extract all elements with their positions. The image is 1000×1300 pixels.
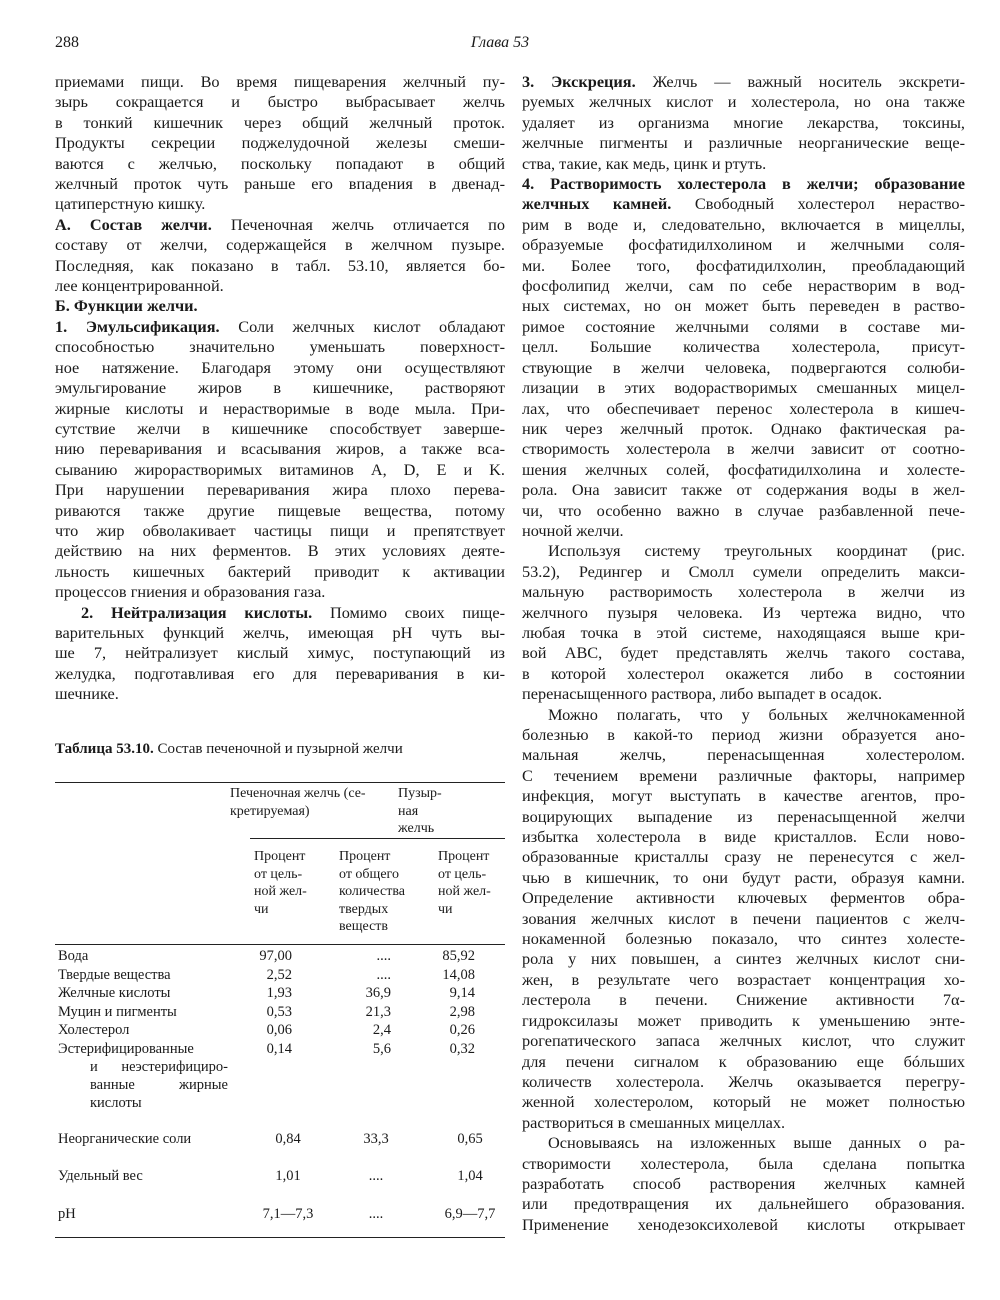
text-line (55, 72, 505, 92)
text-line (522, 541, 965, 561)
text-line (55, 419, 505, 439)
text-line (55, 133, 505, 153)
text-line (522, 868, 965, 888)
text-line (522, 439, 965, 459)
line-text: Соли желчных кислот обладают (219, 316, 506, 336)
line-text: что жир обволакивает частицы пищи и препятствует (55, 520, 505, 540)
table-caption (55, 740, 403, 758)
text-line (522, 990, 965, 1010)
row-label (58, 947, 228, 965)
text-line (55, 235, 505, 255)
line-text: образованные кристаллы сразу не перенесутся с жел- (522, 847, 965, 867)
text-line (55, 194, 505, 214)
line-text: ства, такие, как медь, цинк и ртуть. (522, 153, 767, 173)
text-line (522, 643, 965, 663)
table-cell: 36,9 (365, 985, 391, 1001)
row-label-line: и неэстерифициро- (90, 1058, 228, 1075)
paragraph (522, 541, 965, 704)
row-label-line: Неорганические соли (58, 1131, 192, 1147)
line-text: рола. Она зависит также от содержания воды в жел- (522, 480, 965, 500)
line-text: образуемые фосфатидилхолином и желчными соля- (522, 235, 965, 255)
text-line (522, 1052, 965, 1072)
text-line (522, 664, 965, 684)
line-text: лестерола в печени. Снижение активности 7α- (522, 990, 965, 1010)
text-line (55, 643, 505, 663)
text-line (55, 337, 505, 357)
paragraph (55, 317, 505, 603)
row-label (58, 1003, 228, 1021)
line-text: цатиперстную кишку. (55, 194, 206, 214)
text-line (522, 501, 965, 521)
line-text: чи, что особенно важно в случае разбавленной пече- (522, 500, 965, 520)
subheader-gallbladder-whole: Процент от цель- ной жел- чи (438, 849, 491, 917)
table-cell: 7,1—7,3 (262, 1206, 314, 1222)
paragraph-heading: 2. Нейтрализация кислоты. (81, 602, 313, 622)
line-text: рогепатического запаса желчных кислот, что служит (522, 1031, 965, 1051)
line-text: желчные пигменты и различные неорганические веще- (522, 133, 965, 153)
text-line (522, 174, 965, 194)
line-text: Определение активности ключевых ферментов обра- (522, 888, 965, 908)
line-text: С течением времени различные факторы, например (522, 765, 965, 785)
text-line (522, 1031, 965, 1051)
line-text: рим в воде и, следовательно, включается в мицеллы, (522, 214, 965, 234)
line-text: нию переваривания и всасывания жиров, а также вса- (55, 439, 505, 459)
row-label-line: Удельный вес (58, 1168, 143, 1184)
line-text: римое состояние желчными солями в составе ми- (522, 316, 965, 336)
text-line (55, 480, 505, 500)
row-label (58, 1040, 228, 1113)
line-text: Используя систему треугольных координат (рис. (548, 541, 965, 561)
text-line (522, 827, 965, 847)
header-group-rule (250, 838, 505, 839)
text-line (522, 807, 965, 827)
text-line (522, 847, 965, 867)
line-text: болезнью в какой-то период жизни образуется ано- (522, 725, 965, 744)
line-text: При нарушении переваривания жира плохо перева- (55, 480, 505, 500)
line-text: инфекция, могут выступать в качестве агентов, про- (522, 786, 965, 806)
table-cell: 1,93 (266, 985, 292, 1001)
paragraph (522, 1133, 965, 1235)
line-text: створимость холестерола в желчи зависит от соотно- (522, 439, 965, 459)
row-label-line: pH (58, 1206, 76, 1222)
text-line (522, 970, 965, 990)
table-caption-text: Состав печеночной и пузырной желчи (153, 741, 403, 757)
table-cell: 0,65 (457, 1131, 483, 1147)
line-text: руемых желчных кислот и холестерола, но она также (522, 92, 965, 112)
text-line (55, 582, 505, 602)
text-line (522, 623, 965, 643)
text-line (522, 521, 965, 541)
text-line (522, 317, 965, 337)
line-text: Можно полагать, что у больных желчнокаменной (548, 704, 965, 724)
header-gallbladder-bile: Пузыр- ная желчь (398, 786, 442, 836)
table-cell: 2,4 (372, 1022, 391, 1038)
text-line (522, 215, 965, 235)
line-text: мальную растворимость холестерола в желчи из (522, 582, 965, 602)
row-label (58, 1167, 228, 1185)
chapter-title: Глава 53 (470, 34, 530, 51)
text-line (522, 337, 965, 357)
row-label-line: ванные жирные (90, 1077, 228, 1094)
line-text: перенасыщенного раствора, либо выпадет в осадок. (522, 684, 883, 704)
table-cell: 33,3 (363, 1131, 389, 1147)
text-line (522, 113, 965, 133)
table-cell: 1,01 (275, 1168, 301, 1184)
line-text: рола у них повышен, а синтез желчных кислот сни- (522, 949, 965, 969)
text-line (522, 909, 965, 929)
subheader-hepatic-solids: Процент от общего количества твердых веществ (339, 849, 405, 934)
line-text: желудка, подготавливая его для переваривания в ки- (55, 663, 505, 683)
row-label (58, 1130, 228, 1148)
line-text: Печеночная желчь отличается по (211, 214, 505, 234)
text-line (522, 745, 965, 765)
line-text: процессов гниения и образования газа. (55, 582, 326, 602)
text-line (522, 1154, 965, 1174)
line-text: лее концентрированной. (55, 276, 224, 296)
line-text: приемами пищи. Во время пищеварения желчный пу- (55, 72, 505, 91)
row-label (58, 966, 228, 984)
text-line (522, 888, 965, 908)
line-text: зырь сокращается и быстро выбрасывает желчь (55, 92, 505, 112)
table-cell: 0,84 (275, 1131, 301, 1147)
paragraph (522, 72, 965, 174)
text-line (522, 194, 965, 214)
text-line (522, 582, 965, 602)
text-line (522, 1072, 965, 1092)
text-line (55, 358, 505, 378)
paragraph (55, 296, 505, 316)
row-label (58, 1205, 228, 1223)
page-number: 288 (55, 34, 79, 51)
line-text: разработать способ растворения желчных камней (522, 1173, 965, 1193)
paragraph-heading-cont: желчных камней. (522, 194, 672, 214)
line-text: воцирующих выпадение из перенасыщенной желчи (522, 806, 965, 826)
text-line (55, 256, 505, 276)
line-text: для печени сигналом к образованию еще бóльших (522, 1051, 965, 1071)
line-text: ше 7, нейтрализует кислый химус, поступающий из (55, 643, 505, 663)
line-text: целл. Большие количества холестерола, присут- (522, 337, 965, 357)
table-cell: 21,3 (365, 1003, 391, 1020)
line-text: или предотвращения их дальнейшего образования. (522, 1194, 965, 1214)
header-bottom-rule (55, 944, 505, 945)
row-label (58, 1021, 228, 1039)
paragraph (55, 215, 505, 297)
paragraph-heading: Б. Функции желчи. (55, 296, 198, 316)
line-text: шечнике. (55, 684, 119, 704)
table-cell: 0,53 (266, 1003, 292, 1020)
text-line (55, 378, 505, 398)
table-top-rule (55, 782, 505, 783)
line-text: нокаменной болезнью показало, что синтез холесте- (522, 929, 965, 949)
line-text: в тонкий кишечник через общий желчный проток. (55, 112, 505, 132)
paragraph (522, 174, 965, 541)
line-text: женной холестеролом, который не может полностью (522, 1092, 965, 1112)
line-text: жен, в результате чего возрастает концентрация хо- (522, 969, 965, 989)
paragraph (55, 72, 505, 215)
text-line (55, 296, 505, 316)
text-line (55, 439, 505, 459)
table-cell: .... (376, 948, 391, 964)
text-line (522, 929, 965, 949)
table-cell: 2,98 (449, 1003, 475, 1020)
text-line (55, 684, 505, 704)
line-text: мальная желчь, перенасыщенная холестеролом. (522, 745, 965, 765)
line-text: ваются с желчью, поскольку попадают в общий (55, 153, 505, 173)
line-text: шения желчных солей, фосфатидилхолина и холесте- (522, 459, 965, 479)
text-line (522, 1113, 965, 1133)
line-text: лах, что обеспечивает перенос холестерола в кишеч- (522, 398, 965, 418)
text-line (522, 705, 965, 725)
line-text: действию на них ферментов. В этих условиях деяте- (55, 541, 505, 561)
line-text: сыванию жирорастворимых витаминов A, D, E и K. (55, 459, 505, 479)
line-text: ми. Более того, фосфатидилхолин, преобладающий (522, 255, 965, 275)
table-caption-number: Таблица 53.10. (55, 741, 154, 757)
table-cell: 0,14 (266, 1040, 292, 1057)
text-line (55, 92, 505, 112)
table-bottom-rule (55, 1237, 505, 1238)
line-text: зования желчных кислот в печени пациентов с желч- (522, 908, 965, 928)
line-text: вой ABC, будет представлять желчь такого состава, (522, 643, 965, 663)
line-text: Желчь — важный носитель экскрети- (635, 72, 965, 91)
text-line (522, 1133, 965, 1153)
text-line (55, 154, 505, 174)
table-cell: 1,04 (457, 1168, 483, 1184)
text-line (55, 215, 505, 235)
line-text: избытка холестерола в виде кристаллов. Если ново- (522, 827, 965, 847)
text-line (522, 378, 965, 398)
table-cell: .... (368, 1206, 384, 1222)
line-text: Последняя, как показано в табл. 53.10, является бо- (55, 255, 505, 275)
text-line (55, 501, 505, 521)
text-line (522, 1174, 965, 1194)
text-line (522, 154, 965, 174)
table-cell: .... (376, 966, 391, 983)
line-text: Помимо своих пище- (312, 602, 505, 622)
line-text: эмульгирование жиров в кишечнике, растворяют (55, 378, 505, 398)
line-text: варительных функций желчь, имеющая pH чуть вы- (55, 622, 505, 642)
line-text: ночной желчи. (522, 520, 624, 540)
text-line (522, 1194, 965, 1214)
text-line (55, 541, 505, 561)
text-line (522, 603, 965, 623)
text-line (55, 113, 505, 133)
line-text: удаляет из организма многие лекарства, токсины, (522, 112, 965, 132)
paragraph-heading: А. Состав желчи. (55, 214, 212, 234)
line-text: 53.2), Редингер и Смолл сумели определить макси- (522, 561, 965, 581)
line-text: створимости холестерола, была сделана попытка (522, 1153, 965, 1173)
text-line (522, 562, 965, 582)
row-label-line: Вода (58, 948, 89, 964)
line-text: Основываясь на изложенных выше данных о ра- (548, 1133, 965, 1153)
table-cell: 14,08 (442, 966, 475, 983)
table-cell: 0,32 (449, 1040, 475, 1057)
line-text: лизации в этих водорастворимых смешанных мицел- (522, 378, 965, 398)
right-column (522, 72, 965, 1235)
line-text: раствориться в смешанных мицеллах. (522, 1112, 786, 1132)
line-text: составу от желчи, содержащейся в желчном пузыре. (55, 235, 505, 255)
text-line (522, 92, 965, 112)
text-line (522, 949, 965, 969)
text-line (55, 460, 505, 480)
line-text: ное натяжение. Благодаря этому они осуществляют (55, 357, 505, 377)
text-line (522, 460, 965, 480)
text-line (55, 603, 505, 623)
text-line (522, 1011, 965, 1031)
line-text: сутствие желчи в кишечнике способствует заверше- (55, 418, 505, 438)
text-line (522, 296, 965, 316)
text-line (55, 623, 505, 643)
row-label-line: Холестерол (58, 1022, 130, 1038)
paragraph-heading: 3. Экскреция. (522, 72, 636, 91)
text-line (522, 399, 965, 419)
text-line (522, 725, 965, 745)
line-text: ствующие в желчи человека, подвергаются солюби- (522, 357, 965, 377)
text-line (522, 684, 965, 704)
line-text: любая точка в этой системе, находящаяся выше кри- (522, 622, 965, 642)
table-cell: .... (368, 1168, 384, 1184)
text-line (522, 235, 965, 255)
table-cell: 9,14 (449, 985, 475, 1001)
line-text: льность кишечных бактерий приводит к активации (55, 561, 505, 581)
text-line (522, 256, 965, 276)
table-cell: 0,26 (449, 1022, 475, 1038)
table-cell: 0,06 (266, 1022, 292, 1038)
line-text: риваются также другие пищевые вещества, потому (55, 500, 505, 520)
line-text: Продукты секреции поджелудочной железы смеши- (55, 133, 505, 153)
line-text: Свободный холестерол нераство- (671, 194, 965, 214)
row-label-line: Твердые вещества (58, 966, 171, 983)
line-text: желчного пузыря человека. Из чертежа видно, что (522, 602, 965, 622)
text-line (522, 786, 965, 806)
text-line (522, 766, 965, 786)
text-line (522, 1215, 965, 1235)
line-text: гидроксилазы может приводить к уменьшению энте- (522, 1010, 965, 1030)
text-line (55, 174, 505, 194)
line-text: ных системах, но он может быть переведен в раство- (522, 296, 965, 316)
paragraph-heading: 4. Растворимость холестерола в желчи; образование (522, 174, 965, 194)
text-line (522, 358, 965, 378)
text-line (55, 399, 505, 419)
line-text: жирные кислоты и нерастворимые в воде мыла. При- (55, 398, 505, 418)
row-label-line: Желчные кислоты (58, 985, 171, 1001)
line-text: количеств холестерола. Желчь оказывается перегру- (522, 1071, 965, 1091)
row-label (58, 984, 228, 1002)
text-line (522, 276, 965, 296)
table-cell: 97,00 (259, 948, 292, 964)
table-cell: 6,9—7,7 (444, 1206, 496, 1222)
line-text: фосфолипид желчи, сам по себе нерастворим в вод- (522, 276, 965, 296)
text-line (55, 562, 505, 582)
left-column (55, 72, 505, 705)
line-text: чью в кишечник, то они будут расти, образуя камни. (522, 867, 965, 887)
row-label-line: Эстерифицированные (58, 1040, 194, 1057)
text-line (522, 133, 965, 153)
paragraph (522, 705, 965, 1134)
line-text: Применение хенодезоксихолевой кислоты открывает (522, 1214, 965, 1234)
text-line (522, 1092, 965, 1112)
text-line (55, 276, 505, 296)
text-line (55, 521, 505, 541)
table-cell: 85,92 (442, 948, 475, 964)
line-text: в которой холестерол окажется либо в состоянии (522, 663, 965, 683)
paragraph (55, 603, 505, 705)
table-cell: 2,52 (266, 966, 292, 983)
line-text: желчный проток чуть раньше его впадения в двенад- (55, 174, 505, 194)
text-line (522, 480, 965, 500)
text-line (522, 72, 965, 92)
paragraph-heading: 1. Эмульсификация. (55, 316, 220, 336)
subheader-hepatic-whole: Процент от цель- ной жел- чи (254, 849, 307, 917)
row-label-line: кислоты (90, 1095, 142, 1112)
row-label-line: Муцин и пигменты (58, 1003, 177, 1020)
line-text: способностью значительно уменьшать поверхност- (55, 337, 505, 357)
text-line (55, 317, 505, 337)
text-line (522, 419, 965, 439)
line-text: ник через желчный проток. Однако фактическая ра- (522, 418, 965, 438)
table-cell: 5,6 (372, 1040, 391, 1057)
header-hepatic-bile: Печеночная желчь (се- кретируемая) (230, 786, 366, 819)
text-line (55, 664, 505, 684)
